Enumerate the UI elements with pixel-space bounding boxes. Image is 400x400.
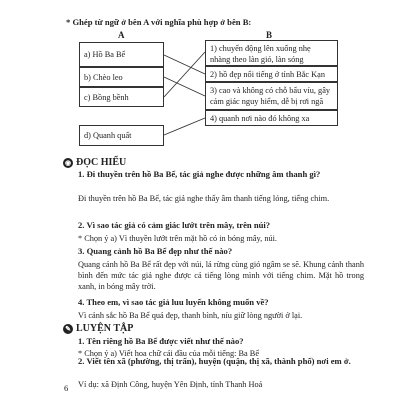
- match-line-c-1: [164, 52, 205, 97]
- luyen-tap-question-2: 2. Viết tên xã (phường, thị trấn), huyện (quận, thị xã, thành phố) nơi em ở.: [78, 356, 351, 366]
- match-left-d: d) Quanh quất: [79, 125, 164, 146]
- match-left-a: a) Hồ Ba Bể: [79, 42, 164, 67]
- match-right-3: 3) cao và không có chỗ bấu víu, gây cảm giác nguy hiểm, dễ bị rơi ngã: [205, 82, 338, 110]
- doc-hieu-answer-3: Quang cảnh hồ Ba Bể rất đẹp với núi, lá rừng cùng gió ngâm se sẽ. Khung cảnh thanh bình đến mức tác giả nghe được cả tiếng lòng mình với tiếng chim. Mặt hồ trong xanh, in bóng mây trời.: [78, 260, 364, 291]
- luyen-tap-answer-1: * Chọn ý a) Viết hoa chữ cái đầu của mỗi tiếng: Ba Bể: [78, 349, 260, 358]
- match-line-a-2: [164, 55, 205, 74]
- match-right-1: 1) chuyển động lên xuống nhẹ nhàng theo làn gió, làn sóng: [205, 40, 338, 66]
- page-number: 6: [64, 383, 69, 393]
- pencil-icon: ✎: [63, 324, 73, 334]
- column-a-header: A: [118, 30, 125, 40]
- doc-hieu-answer-2: * Chọn ý a) Vì thuyền lướt trên mặt hồ có in bóng mây, núi.: [78, 234, 277, 243]
- match-line-d-4: [164, 118, 205, 135]
- column-b-header: B: [266, 30, 273, 40]
- section-doc-hieu-heading: [63, 157, 126, 168]
- section-doc-hieu-title: ĐỌC HIỂU: [76, 157, 127, 168]
- section-luyen-tap-heading: [63, 323, 133, 334]
- luyen-tap-question-1: 1. Tên riêng hồ Ba Bể được viết như thế nào?: [78, 336, 244, 346]
- book-icon: ◉: [64, 158, 72, 167]
- match-left-b: b) Chèo leo: [79, 67, 164, 87]
- luyen-tap-answer-2: Ví dụ: xã Định Công, huyện Yên Định, tỉnh Thanh Hoá: [78, 380, 263, 389]
- doc-hieu-question-2: 2. Vì sao tác giả có cảm giác lướt trên mây, trên núi?: [78, 220, 271, 230]
- match-line-b-3: [164, 77, 205, 96]
- doc-hieu-question-4: 4. Theo em, vì sao tác giả luu luyến không muốn về?: [78, 297, 269, 307]
- doc-hieu-question-3: 3. Quang cảnh hồ Ba Bể đẹp như thế nào?: [78, 246, 233, 256]
- doc-hieu-answer-1: Đi thuyền trên hồ Ba Bể, tác giả nghe thấy âm thanh tiếng lóng, tiếng chim.: [78, 194, 330, 203]
- match-right-4: 4) quanh nơi nào đó không xa: [205, 110, 338, 126]
- doc-hieu-answer-4: Vì cảnh sắc hồ Ba Bể quá đẹp, thanh bình, níu giữ lòng người ở lại.: [78, 311, 303, 320]
- section-luyen-tap-title: LUYỆN TẬP: [76, 323, 134, 334]
- match-right-2: 2) hồ đẹp nổi tiếng ở tỉnh Bắc Kạn: [205, 66, 338, 82]
- doc-hieu-question-1: 1. Đi thuyền trên hồ Ba Bể, tác giả nghe được những âm thanh gì?: [78, 169, 321, 179]
- match-left-c: c) Bồng bềnh: [79, 87, 164, 107]
- exercise-instruction: * Ghép từ ngữ ở bên A với nghĩa phù hợp ở bên B:: [66, 17, 252, 27]
